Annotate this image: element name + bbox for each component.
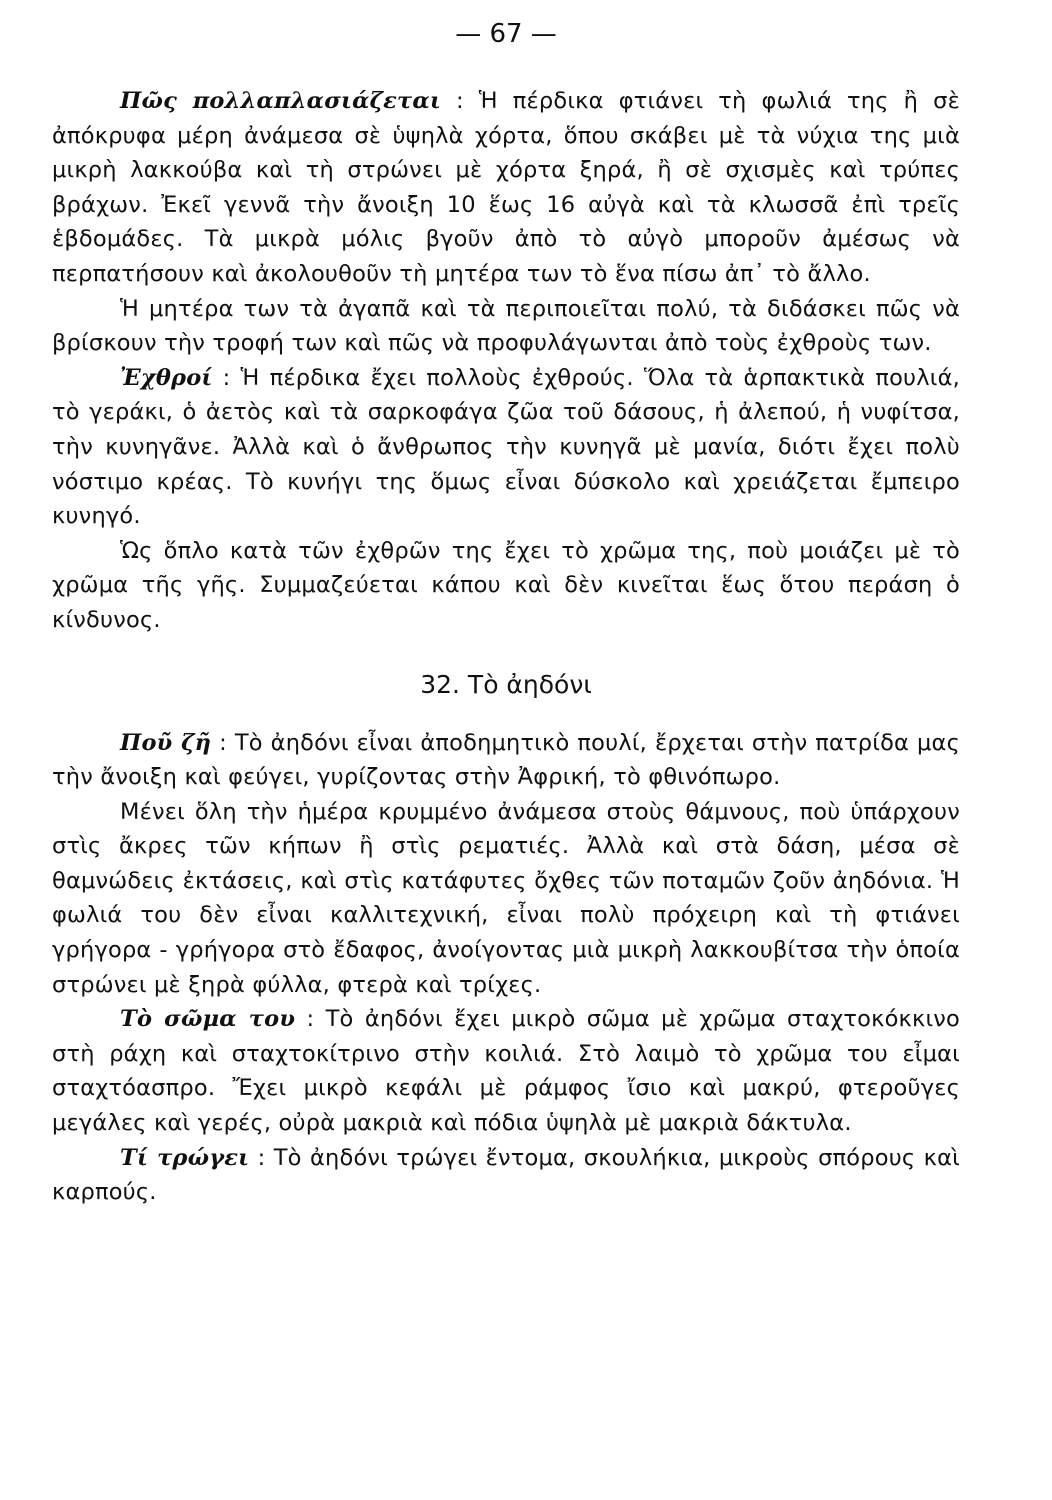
paragraph-text: Μένει ὅλη τὴν ἡμέρα κρυμμένο ἀνάμεσα στοὺς θάμνους, ποὺ ὑπάρχουν στὶς ἄκρες τῶν κήπων ἢ στὶς ρεματιές. Ἀλλὰ καὶ στὰ δάση, μέσα σὲ θαμνώδεις ἐκτάσεις, καὶ στὶς κατάφυτες ὄχθες τῶν ποταμῶν ζοῦν ἀηδόνια. Ἡ φωλιά του δὲν εἶναι καλλιτεχνική, εἶναι πολὺ πρόχειρη καὶ τὴ φτιάνει γρήγορα - γρήγορα στὸ ἔδαφος, ἀνοίγοντας μιὰ μικρὴ λακκουβίτσα τὴν ὁποία στρώνει μὲ ξηρὰ φύλλα, φτερὰ καὶ τρίχες. <box>52 798 960 998</box>
paragraph-lead: Τὸ σῶμα του <box>120 1006 296 1033</box>
paragraph-text: Ἡ μητέρα των τὰ ἀγαπᾶ καὶ τὰ περιποιεῖται πολύ, τὰ διδάσκει πῶς νὰ βρίσκουν τὴν τροφή των καὶ πῶς νὰ προφυλάγωνται ἀπὸ τοὺς ἐχθροὺς των. <box>52 295 960 357</box>
page-number: — 67 — <box>455 19 557 49</box>
paragraph-nest <box>52 795 960 1003</box>
paragraph-lead: Τί τρώγει <box>120 1144 250 1171</box>
paragraph-text: : Ἡ πέρδικα φτιάνει τὴ φωλιά της ἢ σὲ ἀπόκρυφα μέρη ἀνάμεσα σὲ ὑψηλὰ χόρτα, ὅπου σκάβει μὲ τὰ νύχια της μιὰ μικρὴ λακκούβα καὶ τὴ στρώνει μὲ χόρτα ξηρά, ἢ σὲ σχισμὲς καὶ τρύπες βράχων. Ἐκεῖ γεννᾶ τὴν ἄνοιξη 10 ἕως 16 αὐγὰ καὶ τὰ κλωσσᾶ ἐπὶ τρεῖς ἑβδομάδες. Τὰ μικρὰ μόλις βγοῦν ἀπὸ τὸ αὐγὸ μποροῦν ἀμέσως νὰ περπατήσουν καὶ ἀκολουθοῦν τὴ μητέρα των τὸ ἕνα πίσω ἀπ᾽ τὸ ἄλλο. <box>52 88 960 287</box>
paragraph-text: : Τὸ ἀηδόνι ἔχει μικρὸ σῶμα μὲ χρῶμα σταχτοκόκκινο στὴ ράχη καὶ σταχτοκίτρινο στὴν κοιλιά. Στὸ λαιμὸ τὸ χρῶμα του εἶμαι σταχτόασπρο. Ἔχει μικρὸ κεφάλι μὲ ράμφος ἴσιο καὶ μακρύ, φτεροῦγες μεγάλες καὶ γερές, οὐρὰ μακριὰ καὶ πόδια ὑψηλὰ μὲ μακριὰ δάκτυλα. <box>52 1006 961 1137</box>
section-title: 32. Τὸ ἀηδόνι <box>420 669 592 699</box>
paragraph-text: : Τὸ ἀηδόνι τρώγει ἔντομα, σκουλήκια, μικροὺς σπόρους καὶ καρπούς. <box>52 1144 960 1206</box>
paragraph-mother-care <box>52 292 960 361</box>
paragraph-lead: Ποῦ ζῆ <box>120 729 212 756</box>
paragraph-text: Ὡς ὅπλο κατὰ τῶν ἐχθρῶν της ἔχει τὸ χρῶμα της, ποὺ μοιάζει μὲ τὸ χρῶμα τῆς γῆς. Συμμαζεύεται κάπου καὶ δὲν κινεῖται ἕως ὅτου περάση ὁ κίνδυνος. <box>52 537 960 633</box>
paragraph-defense <box>52 534 960 638</box>
paragraph-diet <box>52 1141 960 1210</box>
paragraph-reproduction <box>52 84 960 292</box>
paragraph-lead: Πῶς πολλαπλασιάζεται <box>120 88 441 114</box>
paragraph-text: : Τὸ ἀηδόνι εἶναι ἀποδημητικὸ πουλί, ἔρχεται στὴν πατρίδα μας τὴν ἄνοιξη καὶ φεύγει, γυρίζοντας στὴν Ἀφρική, τὸ φθινόπωρο. <box>52 729 960 791</box>
paragraph-text: : Ἡ πέρδικα ἔχει πολλοὺς ἐχθρούς. Ὅλα τὰ ἁρπακτικὰ πουλιά, τὸ γεράκι, ὁ ἀετὸς καὶ τὰ σαρκοφάγα ζῶα τοῦ δάσους, ἡ ἀλεπού, ἡ νυφίτσα, τὴν κυνηγᾶνε. Ἀλλὰ καὶ ὁ ἄνθρωπος τὴν κυνηγᾶ μὲ μανία, διότι ἔχει πολὺ νόστιμο κρέας. Τὸ κυνήγι της ὅμως εἶναι δύσκολο καὶ χρειάζεται ἔμπειρο κυνηγό. <box>52 364 960 530</box>
paragraph-body <box>52 1002 960 1140</box>
paragraph-habitat <box>52 726 960 795</box>
paragraph-enemies <box>52 361 960 534</box>
paragraph-lead: Ἐχθροί <box>120 364 213 391</box>
